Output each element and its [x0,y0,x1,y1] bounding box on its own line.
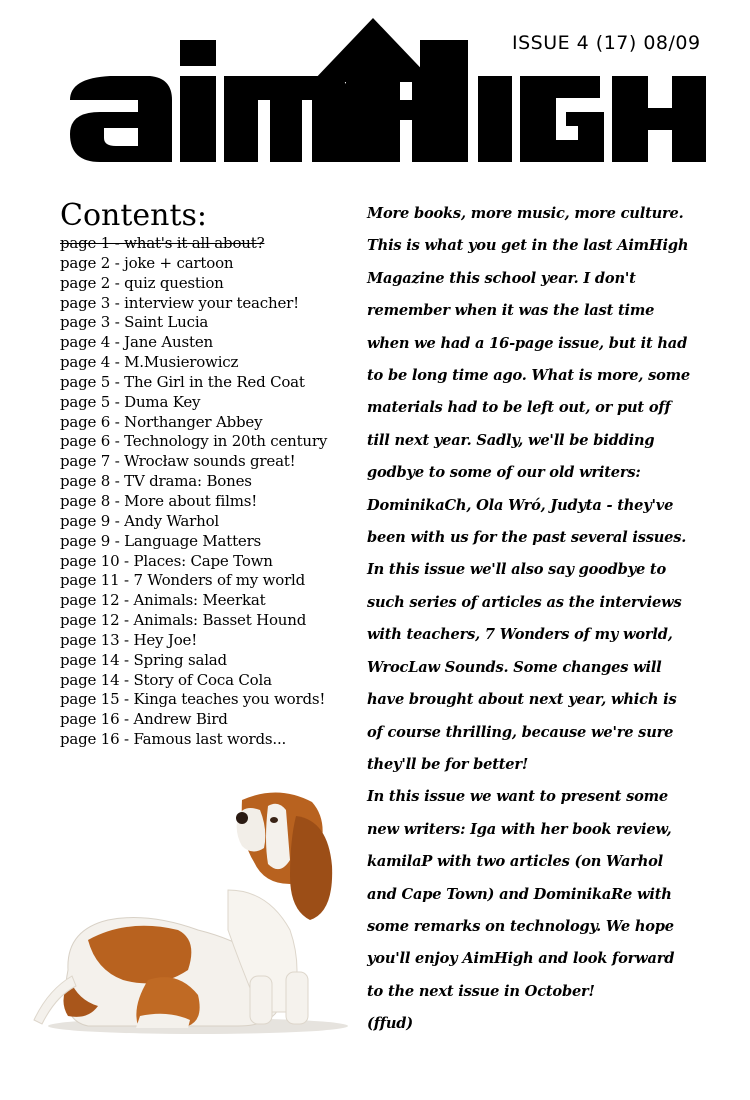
editorial-text [367,198,717,1041]
contents-item-text: page 3 - interview your teacher! [60,293,299,312]
aimhigh-logo [0,0,750,180]
contents-item [60,730,360,750]
editorial-line: and Cape Town) and DominikaRe with [367,885,672,903]
editorial-line: remember when it was the last time [367,302,655,320]
contents-item [60,432,360,452]
contents-item-text: page 9 - Language Matters [60,531,262,550]
editorial-line: In this issue we want to present some [367,788,668,806]
contents-item [60,571,360,591]
contents-item [60,353,360,373]
contents-item-text: page 3 - Saint Lucia [60,313,209,332]
contents-item [60,234,360,254]
editorial-line: godbye to some of our old writers: [367,464,641,482]
contents-item-text: page 11 - 7 Wonders of my world [60,571,306,590]
editorial-line: some remarks on technology. We hope [367,917,674,935]
contents-item [60,393,360,413]
editorial-line: (ffud) [367,1015,413,1033]
contents-section [60,198,360,750]
editorial-line: materials had to be left out, or put off [367,399,671,417]
contents-item-text: page 12 - Animals: Basset Hound [60,611,307,630]
contents-item-text: page 4 - Jane Austen [60,333,213,352]
contents-item-text: page 5 - Duma Key [60,392,201,411]
contents-item-text: page 7 - Wrocław sounds great! [60,452,296,471]
contents-item-text: page 8 - TV drama: Bones [60,472,252,491]
contents-item [60,611,360,631]
contents-item [60,552,360,572]
contents-item [60,492,360,512]
contents-item-text: page 15 - Kinga teaches you words! [60,690,326,709]
logo-letter-i [180,76,216,162]
editorial-line: In this issue we'll also say goodbye to [367,561,667,579]
editorial-line: they'll be for better! [367,755,529,773]
editorial-line: been with us for the past several issues. [367,529,687,547]
editorial-line: you'll enjoy AimHigh and look forward [367,950,675,968]
contents-list [60,234,360,750]
contents-item-text: page 6 - Technology in 20th century [60,432,328,451]
contents-item-text: page 10 - Places: Cape Town [60,551,273,570]
contents-item-text: page 2 - quiz question [60,273,224,292]
editorial-line: kamilaP with two articles (on Warhol [367,853,663,871]
contents-item [60,452,360,472]
logo-letter-a [70,76,172,162]
contents-item-text: page 12 - Animals: Meerkat [60,591,266,610]
contents-item [60,591,360,611]
editorial-line: to be long time ago. What is more, some [367,367,690,385]
contents-item [60,413,360,433]
contents-item-text: page 4 - M.Musierowicz [60,353,239,372]
basset-hound-image [28,780,358,1040]
contents-item-text: page 1 - what's it all about? [60,234,265,252]
contents-item [60,254,360,274]
contents-item [60,294,360,314]
contents-item [60,532,360,552]
editorial-line: when we had a 16-page issue, but it had [367,334,688,352]
editorial-line: WrocLaw Sounds. Some changes will [367,658,662,676]
editorial-line: Magazine this school year. I don't [367,269,636,287]
editorial-line: with teachers, 7 Wonders of my world, [367,626,673,644]
contents-item-text: page 8 - More about films! [60,491,258,510]
contents-item-text: page 14 - Story of Coca Cola [60,670,272,689]
contents-item [60,512,360,532]
contents-title: Contents: [60,198,208,233]
contents-item-text: page 2 - joke + cartoon [60,253,234,272]
contents-item [60,690,360,710]
contents-item-text: page 6 - Northanger Abbey [60,412,263,431]
editorial-line: to the next issue in October! [367,982,595,1000]
editorial-line: new writers: Iga with her book review, [367,820,672,838]
editorial-line: have brought about next year, which is [367,691,677,709]
masthead [0,0,750,180]
contents-item [60,710,360,730]
contents-item-text: page 9 - Andy Warhol [60,511,219,530]
editorial-line: till next year. Sadly, we'll be bidding [367,431,655,449]
contents-item [60,651,360,671]
editorial-line: such series of articles as the interviews [367,593,682,611]
editorial-line: More books, more music, more culture. [367,205,684,222]
editorial-line: of course thrilling, because we're sure [367,723,674,741]
logo-letter-i2 [478,76,512,162]
contents-item-text: page 16 - Famous last words... [60,730,287,749]
contents-item [60,333,360,353]
editorial-line: DominikaCh, Ola Wró, Judyta - they've [367,496,674,514]
contents-item [60,274,360,294]
contents-item [60,671,360,691]
contents-item [60,313,360,333]
contents-item-text: page 5 - The Girl in the Red Coat [60,372,305,391]
contents-item-text: page 16 - Andrew Bird [60,710,228,729]
logo-letter-h2 [612,76,706,162]
contents-item-text: page 13 - Hey Joe! [60,630,198,649]
contents-item [60,373,360,393]
logo-letter-g [520,76,604,162]
contents-item [60,631,360,651]
logo-letter-i-dot [180,40,216,66]
contents-item-text: page 14 - Spring salad [60,650,227,669]
contents-item [60,472,360,492]
editorial-line: This is what you get in the last AimHigh [367,237,689,255]
issue-number: ISSUE 4 (17) 08/09 [512,32,701,54]
